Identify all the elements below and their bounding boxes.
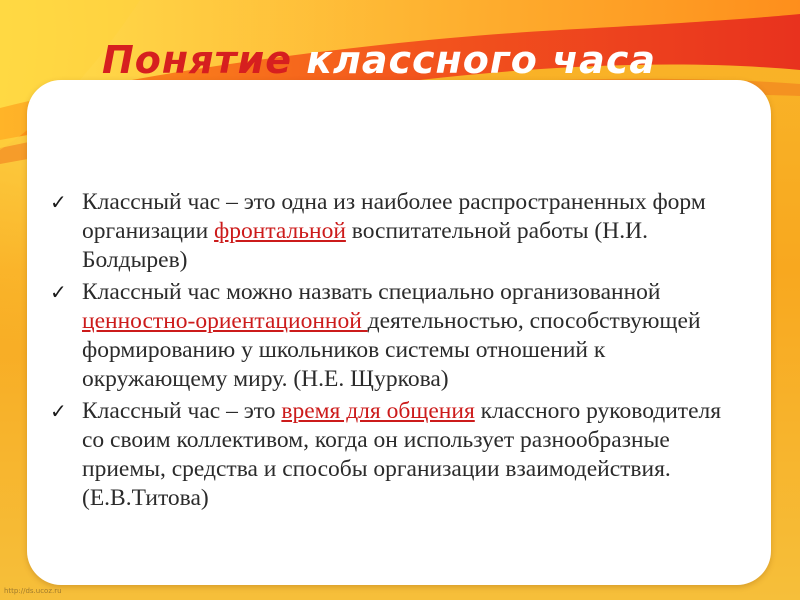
list-item — [48, 188, 748, 275]
title-rest: классного часа — [292, 38, 656, 82]
checkmark-icon: ✓ — [50, 399, 67, 423]
hyperlink-value-oriented[interactable]: ценностно-ориентационной — [82, 308, 368, 334]
slide-title — [102, 38, 656, 82]
checkmark-icon: ✓ — [50, 190, 67, 214]
hyperlink-frontal[interactable]: фронтальной — [214, 218, 346, 244]
footer-url: http://ds.ucoz.ru — [4, 587, 62, 595]
item-text: Классный час – это — [82, 398, 282, 424]
list-item — [48, 278, 748, 394]
definition-list — [48, 188, 748, 516]
item-text: Классный час можно назвать специально организованной — [82, 279, 661, 305]
item-text: деятельностью, способствующей формированию у школьников системы отношений к окружающему миру. (Н.Е. Щуркова) — [82, 308, 701, 392]
checkmark-icon: ✓ — [50, 280, 67, 304]
item-text: классного руководителя со своим коллективом, когда он использует разнообразные приемы, средства и способы организации взаимодействия. (Е.В.Титова) — [82, 398, 722, 511]
item-text: воспитательной работы (Н.И. Болдырев) — [82, 218, 648, 273]
title-accent: Понятие — [102, 38, 292, 82]
list-item — [48, 397, 748, 513]
item-text: Классный час – это одна из наиболее распространенных форм организации — [82, 189, 706, 244]
hyperlink-communication-time[interactable]: время для общения — [281, 398, 475, 424]
